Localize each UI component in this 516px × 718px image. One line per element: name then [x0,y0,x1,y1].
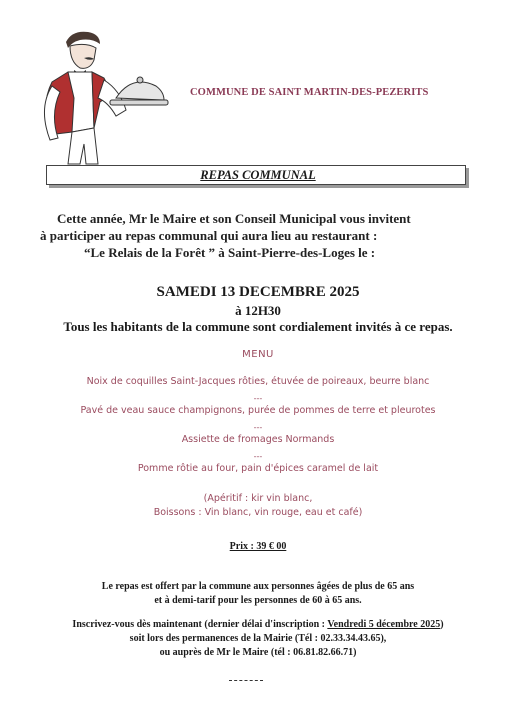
invitation-text: Tous les habitants de la commune sont cordialement invités à ce repas. [63,319,453,334]
price: Prix : 39 € 00 [229,541,287,552]
offer-line: Le repas est offert par la commune aux personnes âgées de plus de 65 ans [101,581,415,592]
intro-paragraph [40,210,480,261]
registration-line [0,619,516,630]
registration-suffix: ) [440,619,444,630]
waiter-illustration-icon [28,28,178,168]
commune-name: COMMUNE DE SAINT MARTIN-DES-PEZERITS [190,87,429,98]
menu-title: MENU [242,349,274,360]
registration-line: soit lors des permanences de la Mairie (Tél : 02.33.34.43.65), [129,633,387,644]
registration-prefix: Inscrivez-vous dès maintenant (dernier délai d'inscription : [72,619,328,630]
page-title: REPAS COMMUNAL [200,168,316,182]
menu-item: Pavé de veau sauce champignons, purée de pommes de terre et pleurotes [80,405,436,416]
intro-line: à participer au repas communal qui aura lieu au restaurant : [40,228,378,243]
menu-separator: --- [253,423,263,432]
menu-item: Noix de coquilles Saint-Jacques rôties, étuvée de poireaux, beurre blanc [86,376,430,387]
drinks-line: (Apéritif : kir vin blanc, [203,493,313,504]
registration-deadline: Vendredi 5 décembre 2025 [327,619,441,630]
offer-line: et à demi-tarif pour les personnes de 60 à 65 ans. [154,595,362,606]
event-date: SAMEDI 13 DECEMBRE 2025 [156,284,360,300]
registration-line: ou auprès de Mr le Maire (tél : 06.81.82.66.71) [159,647,357,658]
end-divider [229,680,263,681]
menu-item: Assiette de fromages Normands [181,434,335,445]
menu-separator: --- [253,452,263,461]
drinks-line: Boissons : Vin blanc, vin rouge, eau et café) [153,507,363,518]
intro-line: Cette année, Mr le Maire et son Conseil Municipal vous invitent [57,211,411,226]
intro-line: “Le Relais de la Forêt ” à Saint-Pierre-des-Loges le : [84,245,376,260]
menu-item: Pomme rôtie au four, pain d'épices caramel de lait [137,463,379,474]
menu-separator: --- [253,394,263,403]
event-time: à 12H30 [235,303,281,318]
